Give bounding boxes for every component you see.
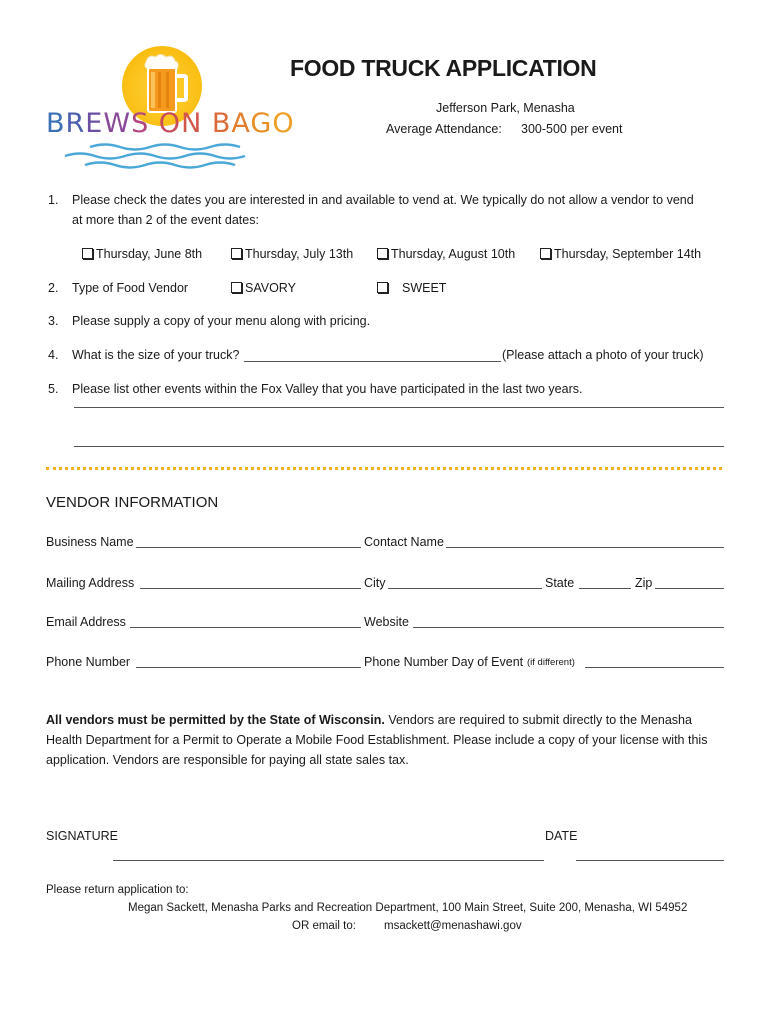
logo-letter: A (231, 108, 251, 139)
logo-letter (149, 108, 159, 139)
logo-wordmark (46, 108, 295, 139)
truck-size-field[interactable] (244, 361, 501, 362)
permit-notice (46, 710, 726, 770)
vendor-type-sweet[interactable] (377, 281, 391, 295)
brews-on-bago-logo (46, 42, 295, 172)
vendor-type-sweet-label: SWEET (402, 281, 447, 295)
signature-label: SIGNATURE (46, 829, 118, 843)
return-email-label: OR email to: (292, 920, 356, 932)
logo-letter: O (158, 108, 182, 139)
question-3-text: Please supply a copy of your menu along with pricing. (72, 314, 371, 328)
phone-number-label: Phone Number (46, 655, 131, 669)
beer-mug-icon (142, 54, 188, 116)
date-option-july[interactable]: Thursday, July 13th (231, 247, 353, 261)
business-name-label: Business Name (46, 535, 134, 549)
return-email[interactable]: msackett@menashawi.gov (384, 920, 522, 932)
logo-letter: E (85, 108, 104, 139)
question-1-number: 1. (48, 193, 59, 207)
logo-letter: R (65, 108, 86, 139)
mailing-address-field[interactable] (140, 588, 361, 589)
checkbox[interactable] (377, 282, 388, 293)
question-4-number: 4. (48, 348, 59, 362)
event-location: Jefferson Park, Menasha (436, 101, 575, 115)
attendance-value: 300-500 per event (521, 122, 623, 136)
date-option-june[interactable]: Thursday, June 8th (82, 247, 202, 261)
date-option-september[interactable]: Thursday, September 14th (540, 247, 701, 261)
events-field-line-2[interactable] (74, 446, 724, 447)
date-option-august[interactable]: Thursday, August 10th (377, 247, 515, 261)
zip-label: Zip (635, 576, 653, 590)
signature-field[interactable] (113, 860, 544, 861)
return-address: Megan Sackett, Menasha Parks and Recreation Department, 100 Main Street, Suite 200, Menasha, WI 54952 (128, 902, 688, 914)
checkbox[interactable] (231, 248, 242, 259)
checkbox[interactable] (540, 248, 551, 259)
question-2-text: Type of Food Vendor (72, 281, 189, 295)
website-label: Website (364, 615, 409, 629)
vendor-section-heading: VENDOR INFORMATION (46, 494, 219, 511)
logo-letter: B (46, 108, 66, 139)
checkbox[interactable] (82, 248, 93, 259)
phone-number-field[interactable] (136, 667, 361, 668)
question-3-number: 3. (48, 314, 59, 328)
logo-letter: W (103, 108, 132, 139)
waves-graphic (60, 142, 260, 170)
vendor-type-savory[interactable]: SAVORY (231, 281, 296, 295)
date-label: DATE (545, 829, 578, 843)
if-different-note: (if different) (527, 657, 575, 668)
events-field-line-1[interactable] (74, 407, 724, 408)
website-field[interactable] (413, 627, 724, 628)
logo-letter: O (272, 108, 295, 139)
permit-notice-bold: All vendors must be permitted by the State of Wisconsin. (46, 713, 385, 727)
business-name-field[interactable] (136, 547, 361, 548)
checkbox[interactable] (377, 248, 388, 259)
city-label: City (364, 576, 386, 590)
zip-field[interactable] (655, 588, 724, 589)
question-5-number: 5. (48, 382, 59, 396)
question-1-text: Please check the dates you are interested in and available to vend at. We typically do not allow a vendor to vend (72, 193, 694, 207)
logo-letter (202, 108, 212, 139)
question-4-text: What is the size of your truck? (72, 348, 240, 362)
phone-day-of-event-field[interactable] (585, 667, 724, 668)
state-label: State (545, 576, 575, 590)
question-2-number: 2. (48, 281, 59, 295)
logo-letter: B (211, 108, 232, 139)
logo-letter: S (131, 108, 150, 139)
checkbox[interactable] (231, 282, 242, 293)
return-intro: Please return application to: (46, 884, 189, 896)
section-divider (46, 467, 722, 470)
date-field[interactable] (576, 860, 724, 861)
question-5-text: Please list other events within the Fox Valley that you have participated in the last two years. (72, 382, 583, 396)
email-address-label: Email Address (46, 615, 126, 629)
mailing-address-label: Mailing Address (46, 576, 135, 590)
attendance-label: Average Attendance: (386, 122, 502, 136)
logo-letter: N (181, 108, 203, 139)
page-title: FOOD TRUCK APPLICATION (290, 55, 597, 81)
question-1-text-cont: at more than 2 of the event dates: (72, 213, 259, 227)
contact-name-field[interactable] (446, 547, 724, 548)
state-field[interactable] (579, 588, 631, 589)
question-4-suffix: (Please attach a photo of your truck) (502, 348, 704, 362)
city-field[interactable] (388, 588, 542, 589)
permit-notice-text: Vendors are required to submit directly to the Menasha Health Department for a Permit to Operate a Mobile Food Establishment. Please include a copy of your license with this application. Vendors are responsible for paying all state sales tax. (46, 713, 708, 767)
logo-letter: G (250, 108, 273, 139)
contact-name-label: Contact Name (364, 535, 444, 549)
email-address-field[interactable] (130, 627, 361, 628)
phone-day-of-event-label: Phone Number Day of Event (364, 655, 524, 669)
